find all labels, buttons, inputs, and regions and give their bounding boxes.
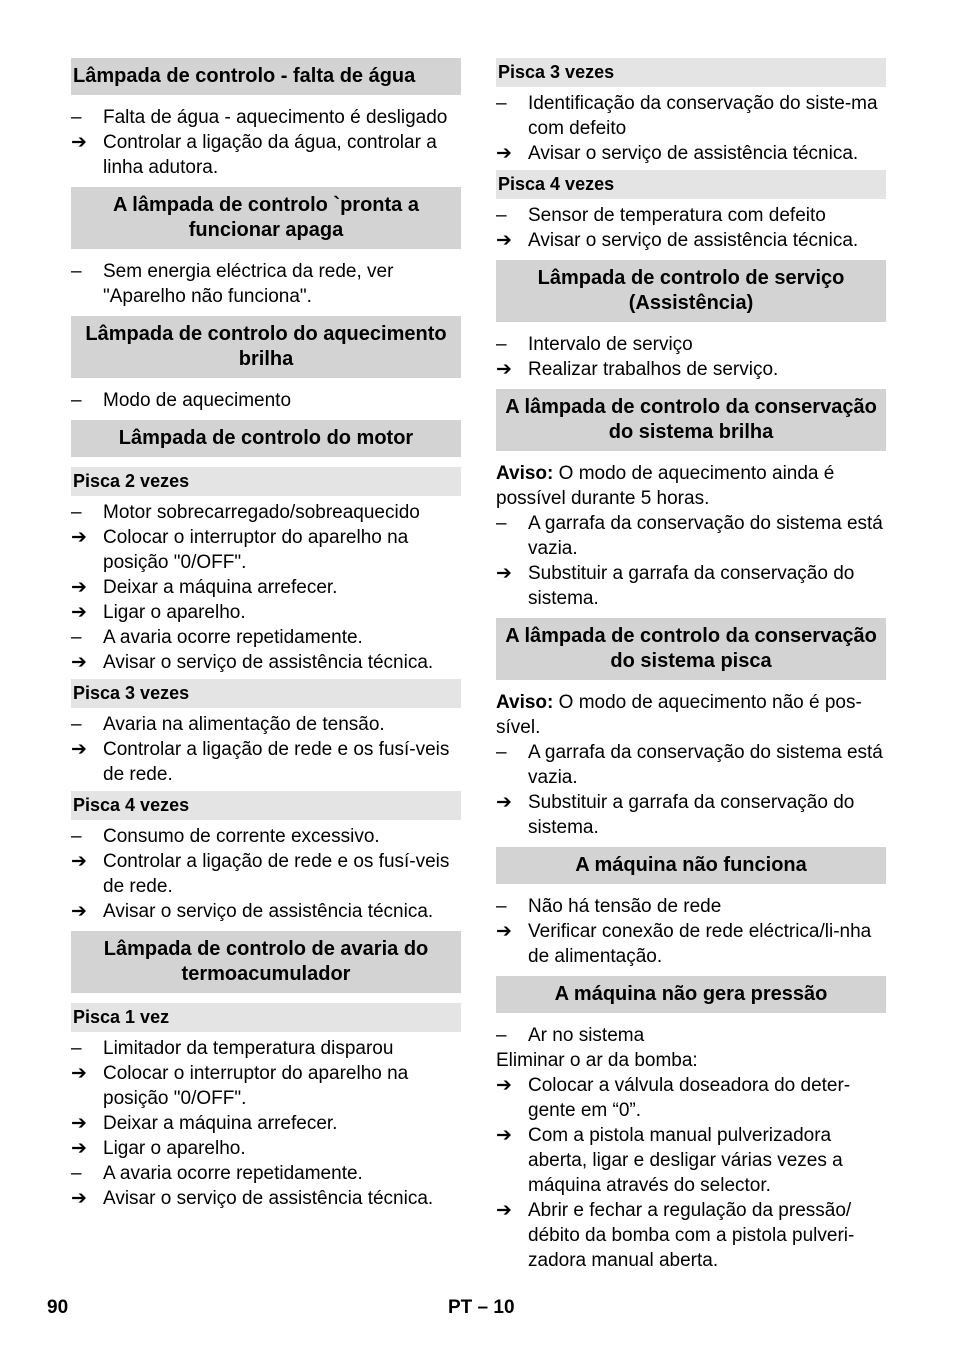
arrow-right-icon: ➔ bbox=[496, 1200, 512, 1221]
list-item: ➔ Verificar conexão de rede eléctrica/li-nha de alimentação. bbox=[496, 921, 872, 967]
dash-marker: – bbox=[496, 896, 507, 917]
list-item: ➔ Controlar a ligação de rede e os fusí-veis de rede. bbox=[71, 851, 450, 897]
list-item: ➔ Controlar a ligação de rede e os fusí-veis de rede. bbox=[71, 739, 450, 785]
list-item: – Ar no sistema bbox=[496, 1025, 645, 1046]
list-item: – Limitador da temperatura disparou bbox=[71, 1038, 394, 1059]
arrow-right-icon: ➔ bbox=[71, 652, 87, 673]
text-paragraph: Eliminar o ar da bomba: bbox=[496, 1050, 698, 1071]
page-label: PT – 10 bbox=[448, 1297, 515, 1318]
list-item: – Sem energia eléctrica da rede, ver "Aparelho não funciona". bbox=[71, 261, 394, 307]
list-item: – Identificação da conservação do siste-ma com defeito bbox=[496, 93, 878, 139]
arrow-right-icon: ➔ bbox=[496, 230, 512, 251]
dash-marker: – bbox=[71, 502, 82, 523]
dash-marker: – bbox=[71, 107, 82, 128]
list-item: – Falta de água - aquecimento é desligado bbox=[71, 107, 448, 128]
dash-marker: – bbox=[71, 826, 82, 847]
list-item: ➔ Deixar a máquina arrefecer. bbox=[71, 1113, 338, 1134]
dash-marker: – bbox=[71, 1163, 82, 1184]
dash-marker: – bbox=[496, 205, 507, 226]
list-item: ➔ Ligar o aparelho. bbox=[71, 602, 246, 623]
arrow-right-icon: ➔ bbox=[71, 1138, 87, 1159]
heading-motor-lamp: Lâmpada de controlo do motor bbox=[71, 420, 461, 457]
arrow-right-icon: ➔ bbox=[71, 851, 87, 872]
list-item: – A garrafa da conservação do sistema está vazia. bbox=[496, 513, 883, 559]
dash-marker: – bbox=[496, 742, 507, 763]
dash-marker: – bbox=[496, 93, 507, 114]
list-item: ➔ Controlar a ligação da água, controlar a linha adutora. bbox=[71, 132, 437, 178]
list-item: ➔ Substituir a garrafa da conservação do sistema. bbox=[496, 792, 855, 838]
list-item: – Avaria na alimentação de tensão. bbox=[71, 714, 385, 735]
list-item: ➔ Realizar trabalhos de serviço. bbox=[496, 359, 779, 380]
list-item: ➔ Colocar o interruptor do aparelho na posição "0/OFF". bbox=[71, 527, 409, 573]
subheading-blink-2: Pisca 2 vezes bbox=[71, 467, 461, 496]
arrow-right-icon: ➔ bbox=[71, 527, 87, 548]
arrow-right-icon: ➔ bbox=[496, 1075, 512, 1096]
list-item: ➔ Com a pistola manual pulverizadora aberta, ligar e desligar várias vezes a máquina através do selector. bbox=[496, 1125, 843, 1196]
dash-marker: – bbox=[71, 261, 82, 282]
list-item: – Modo de aquecimento bbox=[71, 390, 292, 411]
list-item: ➔ Avisar o serviço de assistência técnica. bbox=[496, 230, 859, 251]
arrow-right-icon: ➔ bbox=[71, 132, 87, 153]
list-item: ➔ Deixar a máquina arrefecer. bbox=[71, 577, 338, 598]
heading-boiler-lamp: Lâmpada de controlo de avaria do termoacumulador bbox=[71, 931, 461, 993]
arrow-right-icon: ➔ bbox=[496, 143, 512, 164]
dash-marker: – bbox=[496, 513, 507, 534]
subheading-blink-3: Pisca 3 vezes bbox=[496, 58, 886, 87]
list-item: ➔ Substituir a garrafa da conservação do sistema. bbox=[496, 563, 855, 609]
list-item: – Sensor de temperatura com defeito bbox=[496, 205, 826, 226]
list-item: – Intervalo de serviço bbox=[496, 334, 693, 355]
subheading-blink-4: Pisca 4 vezes bbox=[71, 791, 461, 820]
left-column bbox=[71, 58, 461, 1211]
arrow-right-icon: ➔ bbox=[71, 577, 87, 598]
list-item: – A garrafa da conservação do sistema está vazia. bbox=[496, 742, 883, 788]
list-item: – Motor sobrecarregado/sobreaquecido bbox=[71, 502, 420, 523]
heading-machine-not-working: A máquina não funciona bbox=[496, 847, 886, 884]
arrow-right-icon: ➔ bbox=[71, 739, 87, 760]
dash-marker: – bbox=[71, 1038, 82, 1059]
heading-no-pressure: A máquina não gera pressão bbox=[496, 976, 886, 1013]
subheading-blink-1: Pisca 1 vez bbox=[71, 1003, 461, 1032]
arrow-right-icon: ➔ bbox=[71, 901, 87, 922]
arrow-right-icon: ➔ bbox=[496, 563, 512, 584]
arrow-right-icon: ➔ bbox=[71, 1188, 87, 1209]
arrow-right-icon: ➔ bbox=[496, 1125, 512, 1146]
heading-water-lamp: Lâmpada de controlo - falta de água bbox=[71, 58, 461, 95]
heading-service-lamp: Lâmpada de controlo de serviço (Assistência) bbox=[496, 260, 886, 322]
list-item: ➔ Ligar o aparelho. bbox=[71, 1138, 246, 1159]
list-item: – A avaria ocorre repetidamente. bbox=[71, 627, 363, 648]
dash-marker: – bbox=[71, 627, 82, 648]
note-paragraph: Aviso: O modo de aquecimento ainda é possível durante 5 horas. bbox=[496, 463, 835, 509]
arrow-right-icon: ➔ bbox=[71, 1063, 87, 1084]
list-item: – Não há tensão de rede bbox=[496, 896, 722, 917]
list-item: ➔ Avisar o serviço de assistência técnica. bbox=[71, 652, 434, 673]
dash-marker: – bbox=[71, 714, 82, 735]
heading-conservation-lamp-on: A lâmpada de controlo da conservação do sistema brilha bbox=[496, 389, 886, 451]
heading-heating-lamp: Lâmpada de controlo do aquecimento brilha bbox=[71, 316, 461, 378]
arrow-right-icon: ➔ bbox=[496, 921, 512, 942]
subheading-blink-3: Pisca 3 vezes bbox=[71, 679, 461, 708]
subheading-blink-4: Pisca 4 vezes bbox=[496, 170, 886, 199]
arrow-right-icon: ➔ bbox=[71, 602, 87, 623]
heading-ready-lamp: A lâmpada de controlo `pronta a funcionar apaga bbox=[71, 187, 461, 249]
list-item: ➔ Colocar a válvula doseadora do deter-gente em “0”. bbox=[496, 1075, 851, 1121]
list-item: ➔ Avisar o serviço de assistência técnica. bbox=[71, 901, 434, 922]
list-item: ➔ Abrir e fechar a regulação da pressão/ débito da bomba com a pistola pulveri-zadora manual aberta. bbox=[496, 1200, 855, 1271]
list-item: ➔ Avisar o serviço de assistência técnica. bbox=[71, 1188, 434, 1209]
list-item: ➔ Avisar o serviço de assistência técnica. bbox=[496, 143, 859, 164]
page-number: 90 bbox=[47, 1297, 69, 1318]
note-paragraph: Aviso: O modo de aquecimento não é pos-sível. bbox=[496, 692, 862, 738]
arrow-right-icon: ➔ bbox=[496, 792, 512, 813]
list-item: ➔ Colocar o interruptor do aparelho na posição "0/OFF". bbox=[71, 1063, 409, 1109]
dash-marker: – bbox=[71, 390, 82, 411]
heading-conservation-lamp-blink: A lâmpada de controlo da conservação do sistema pisca bbox=[496, 618, 886, 680]
dash-marker: – bbox=[496, 334, 507, 355]
arrow-right-icon: ➔ bbox=[496, 359, 512, 380]
list-item: – Consumo de corrente excessivo. bbox=[71, 826, 380, 847]
right-column bbox=[496, 58, 886, 1273]
list-item: – A avaria ocorre repetidamente. bbox=[71, 1163, 363, 1184]
dash-marker: – bbox=[496, 1025, 507, 1046]
arrow-right-icon: ➔ bbox=[71, 1113, 87, 1134]
